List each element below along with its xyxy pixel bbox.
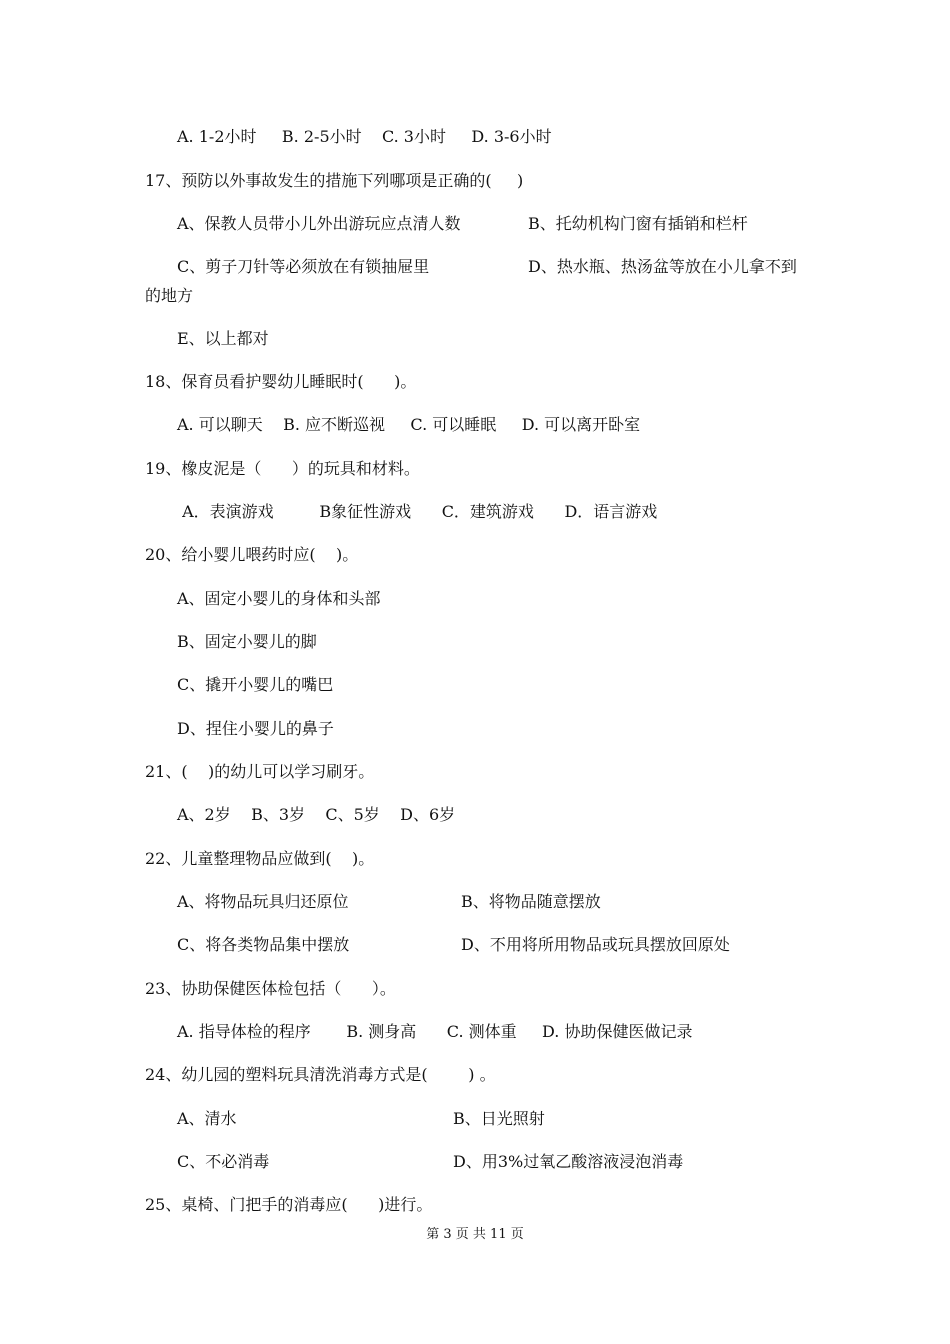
question-18: 18、保育员看护婴幼儿睡眠时( )。 (145, 372, 417, 391)
q24-option-d: D、用3%过氧乙酸溶液浸泡消毒 (453, 1152, 684, 1171)
question-25: 25、桌椅、门把手的消毒应( )进行。 (145, 1195, 433, 1214)
page-footer: 第 3 页 共 11 页 (426, 1227, 524, 1242)
question-22: 22、儿童整理物品应做到( )。 (145, 849, 375, 868)
q21-options: A、2岁 B、3岁 C、5岁 D、6岁 (177, 805, 456, 824)
q24-option-c: C、不必消毒 (177, 1152, 270, 1171)
q17-option-b: B、托幼机构门窗有插销和栏杆 (528, 214, 748, 233)
q19-options: A．表演游戏 B象征性游戏 C．建筑游戏 D．语言游戏 (177, 502, 658, 521)
q23-options: A. 指导体检的程序 B. 测身高 C. 测体重 D. 协助保健医做记录 (177, 1022, 693, 1041)
q17-option-e: E、以上都对 (177, 329, 269, 348)
question-23: 23、协助保健医体检包括（ ）。 (145, 979, 396, 998)
q24-option-a: A、清水 (177, 1109, 237, 1128)
q22-option-b: B、将物品随意摆放 (461, 892, 601, 911)
q20-option-b: B、固定小婴儿的脚 (177, 632, 317, 651)
q22-option-c: C、将各类物品集中摆放 (177, 935, 350, 954)
q18-options: A. 可以聊天 B. 应不断巡视 C. 可以睡眠 D. 可以离开卧室 (177, 415, 641, 434)
q20-option-a: A、固定小婴儿的身体和头部 (177, 589, 381, 608)
q20-option-d: D、捏住小婴儿的鼻子 (177, 719, 334, 738)
question-24: 24、幼儿园的塑料玩具清洗消毒方式是( ) 。 (145, 1065, 496, 1084)
question-21: 21、( )的幼儿可以学习刷牙。 (145, 762, 375, 781)
q17-option-d: D、热水瓶、热汤盆等放在小儿拿不到 (528, 257, 797, 276)
q22-option-a: A、将物品玩具归还原位 (177, 892, 349, 911)
question-19: 19、橡皮泥是（ ）的玩具和材料。 (145, 459, 420, 478)
question-20: 20、给小婴儿喂药时应( )。 (145, 545, 359, 564)
q24-option-b: B、日光照射 (453, 1109, 545, 1128)
q17-option-a: A、保教人员带小儿外出游玩应点清人数 (177, 214, 461, 233)
q17-option-d-cont: 的地方 (145, 286, 194, 305)
q16-options: A. 1-2小时 B. 2-5小时 C. 3小时 D. 3-6小时 (177, 127, 552, 146)
q22-option-d: D、不用将所用物品或玩具摆放回原处 (461, 935, 730, 954)
q20-option-c: C、撬开小婴儿的嘴巴 (177, 675, 334, 694)
question-17: 17、预防以外事故发生的措施下列哪项是正确的( ) (145, 171, 524, 190)
q17-option-c: C、剪子刀针等必须放在有锁抽屉里 (177, 257, 430, 276)
